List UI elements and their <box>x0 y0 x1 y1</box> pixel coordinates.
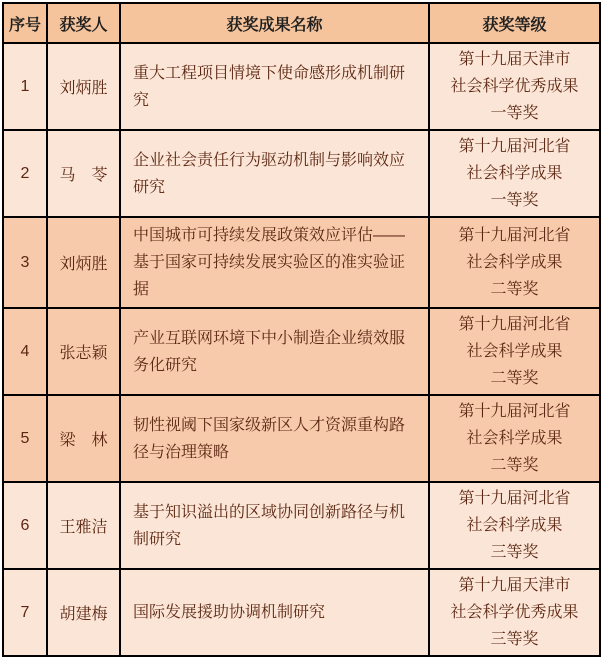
awards-table <box>2 2 601 657</box>
award-line: 二等奖 <box>490 281 539 298</box>
award-line: 社会科学成果 <box>466 430 563 447</box>
award-line: 社会科学成果 <box>466 517 563 534</box>
header-cell-achievement: 获奖成果名称 <box>120 3 429 43</box>
cell-awardee: 刘炳胜 <box>47 217 120 308</box>
award-line: 第十九届河北省 <box>458 138 571 155</box>
award-line: 第十九届天津市 <box>458 51 571 68</box>
table-row <box>3 569 600 656</box>
cell-achievement: 基于知识溢出的区域协同创新路径与机制研究 <box>120 482 429 569</box>
cell-achievement: 重大工程项目情境下使命感形成机制研究 <box>120 43 429 130</box>
cell-award-level <box>429 130 600 217</box>
cell-seq: 5 <box>3 395 47 482</box>
cell-award-level <box>429 308 600 395</box>
cell-seq: 6 <box>3 482 47 569</box>
cell-award-level <box>429 482 600 569</box>
table-row <box>3 43 600 130</box>
header-cell-seq: 序号 <box>3 3 47 43</box>
cell-achievement: 韧性视阈下国家级新区人才资源重构路径与治理策略 <box>120 395 429 482</box>
table-row <box>3 130 600 217</box>
cell-seq: 4 <box>3 308 47 395</box>
table-row <box>3 395 600 482</box>
header-cell-awardee: 获奖人 <box>47 3 120 43</box>
cell-seq: 1 <box>3 43 47 130</box>
cell-award-level <box>429 217 600 308</box>
cell-awardee: 梁 林 <box>47 395 120 482</box>
cell-achievement: 产业互联网环境下中小制造企业绩效服务化研究 <box>120 308 429 395</box>
table-row <box>3 308 600 395</box>
award-line: 第十九届天津市 <box>458 577 571 594</box>
cell-achievement: 企业社会责任行为驱动机制与影响效应研究 <box>120 130 429 217</box>
award-line: 社会科学成果 <box>466 254 563 271</box>
award-line: 社会科学优秀成果 <box>450 604 579 621</box>
cell-awardee: 胡建梅 <box>47 569 120 656</box>
award-line: 社会科学优秀成果 <box>450 78 579 95</box>
award-line: 第十九届河北省 <box>458 403 571 420</box>
table-row <box>3 482 600 569</box>
award-line: 社会科学成果 <box>466 165 563 182</box>
award-line: 社会科学成果 <box>466 343 563 360</box>
header-cell-award-level: 获奖等级 <box>429 3 600 43</box>
award-line: 三等奖 <box>490 631 539 648</box>
award-line: 第十九届河北省 <box>458 227 571 244</box>
award-line: 一等奖 <box>490 192 539 209</box>
cell-award-level <box>429 569 600 656</box>
cell-seq: 2 <box>3 130 47 217</box>
award-line: 三等奖 <box>490 544 539 561</box>
cell-award-level <box>429 395 600 482</box>
table-row <box>3 217 600 308</box>
header-row <box>3 3 600 43</box>
cell-achievement: 国际发展援助协调机制研究 <box>120 569 429 656</box>
cell-seq: 3 <box>3 217 47 308</box>
cell-award-level <box>429 43 600 130</box>
cell-awardee: 张志颖 <box>47 308 120 395</box>
cell-awardee: 马 苓 <box>47 130 120 217</box>
award-line: 二等奖 <box>490 457 539 474</box>
award-line: 一等奖 <box>490 105 539 122</box>
award-line: 第十九届河北省 <box>458 316 571 333</box>
cell-seq: 7 <box>3 569 47 656</box>
award-line: 第十九届河北省 <box>458 490 571 507</box>
cell-awardee: 王雅洁 <box>47 482 120 569</box>
award-line: 二等奖 <box>490 370 539 387</box>
cell-awardee: 刘炳胜 <box>47 43 120 130</box>
cell-achievement: 中国城市可持续发展政策效应评估——基于国家可持续发展实验区的准实验证据 <box>120 217 429 308</box>
